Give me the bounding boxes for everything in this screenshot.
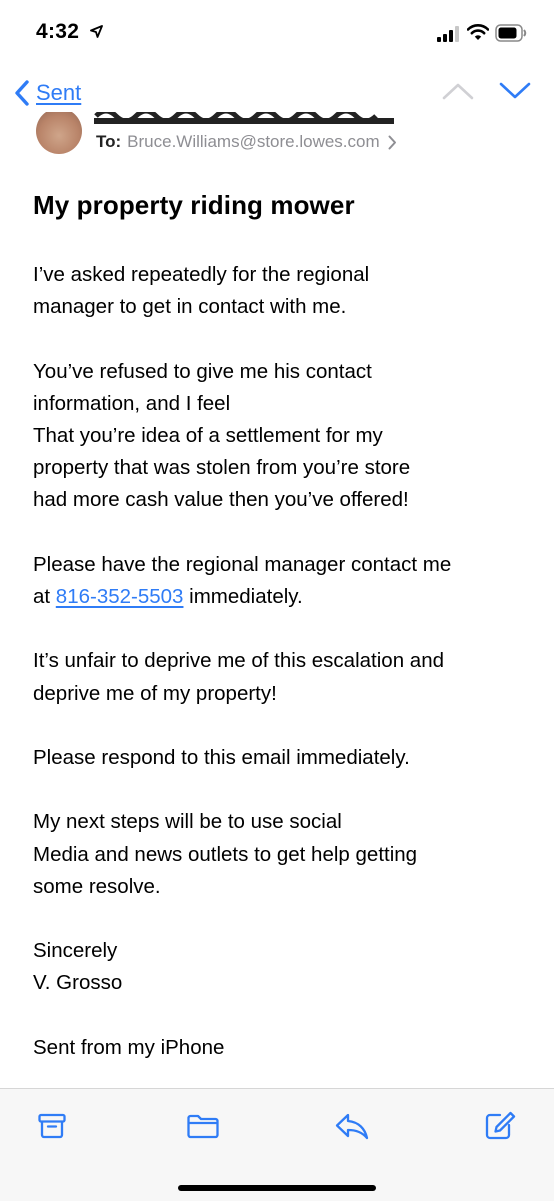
message-body bbox=[33, 259, 533, 1064]
archive-icon[interactable] bbox=[37, 1111, 67, 1141]
cellular-signal-icon bbox=[437, 26, 461, 42]
phone-number-link[interactable]: 816-352-5503 bbox=[55, 585, 184, 608]
folder-icon[interactable] bbox=[186, 1111, 220, 1141]
body-paragraph: You’ve refused to give me his contact information, and I feel That you’re idea of a settlement for my property that was stolen from you’re store had more cash value then you’ve offered! bbox=[33, 359, 411, 512]
location-arrow-icon bbox=[90, 25, 103, 38]
battery-icon bbox=[495, 24, 527, 42]
back-chevron-icon bbox=[14, 80, 30, 106]
phone-paragraph-text-before: Please have the regional manager contact me at bbox=[33, 552, 452, 608]
body-paragraph: It’s unfair to deprive me of this escalation and deprive me of my property! bbox=[33, 649, 444, 705]
home-indicator bbox=[178, 1185, 376, 1191]
previous-message-button[interactable] bbox=[440, 80, 476, 102]
message-header bbox=[0, 112, 554, 170]
reply-icon[interactable] bbox=[334, 1111, 370, 1141]
body-paragraph: Please respond to this email immediately. bbox=[33, 745, 410, 769]
chevron-down-icon bbox=[501, 84, 529, 97]
phone-paragraph-text-after: immediately. bbox=[183, 585, 303, 608]
wifi-icon bbox=[467, 23, 489, 41]
message-subject: My property riding mower bbox=[33, 190, 355, 220]
status-time: 4:32 bbox=[36, 20, 80, 43]
signature: Sincerely V. Grosso bbox=[33, 939, 123, 995]
next-message-button[interactable] bbox=[497, 80, 533, 102]
to-label: To: bbox=[96, 132, 122, 151]
body-paragraph: I’ve asked repeatedly for the regional manager to get in contact with me. bbox=[33, 263, 370, 319]
chevron-right-icon bbox=[388, 135, 397, 150]
sent-from-signature: Sent from my iPhone bbox=[33, 1035, 225, 1059]
back-button[interactable] bbox=[14, 78, 81, 108]
compose-icon[interactable] bbox=[484, 1111, 516, 1141]
recipient-row[interactable] bbox=[96, 132, 397, 152]
sender-avatar[interactable] bbox=[36, 112, 82, 154]
chevron-up-icon bbox=[444, 85, 472, 98]
redacted-sender-name bbox=[94, 112, 404, 126]
recipient-address[interactable]: Bruce.Williams@store.lowes.com bbox=[127, 132, 380, 151]
body-paragraph-with-phone bbox=[33, 549, 533, 613]
body-paragraph: My next steps will be to use social Media and news outlets to get help getting some resolve. bbox=[33, 810, 418, 898]
status-bar bbox=[0, 0, 554, 66]
back-label: Sent bbox=[36, 80, 82, 105]
